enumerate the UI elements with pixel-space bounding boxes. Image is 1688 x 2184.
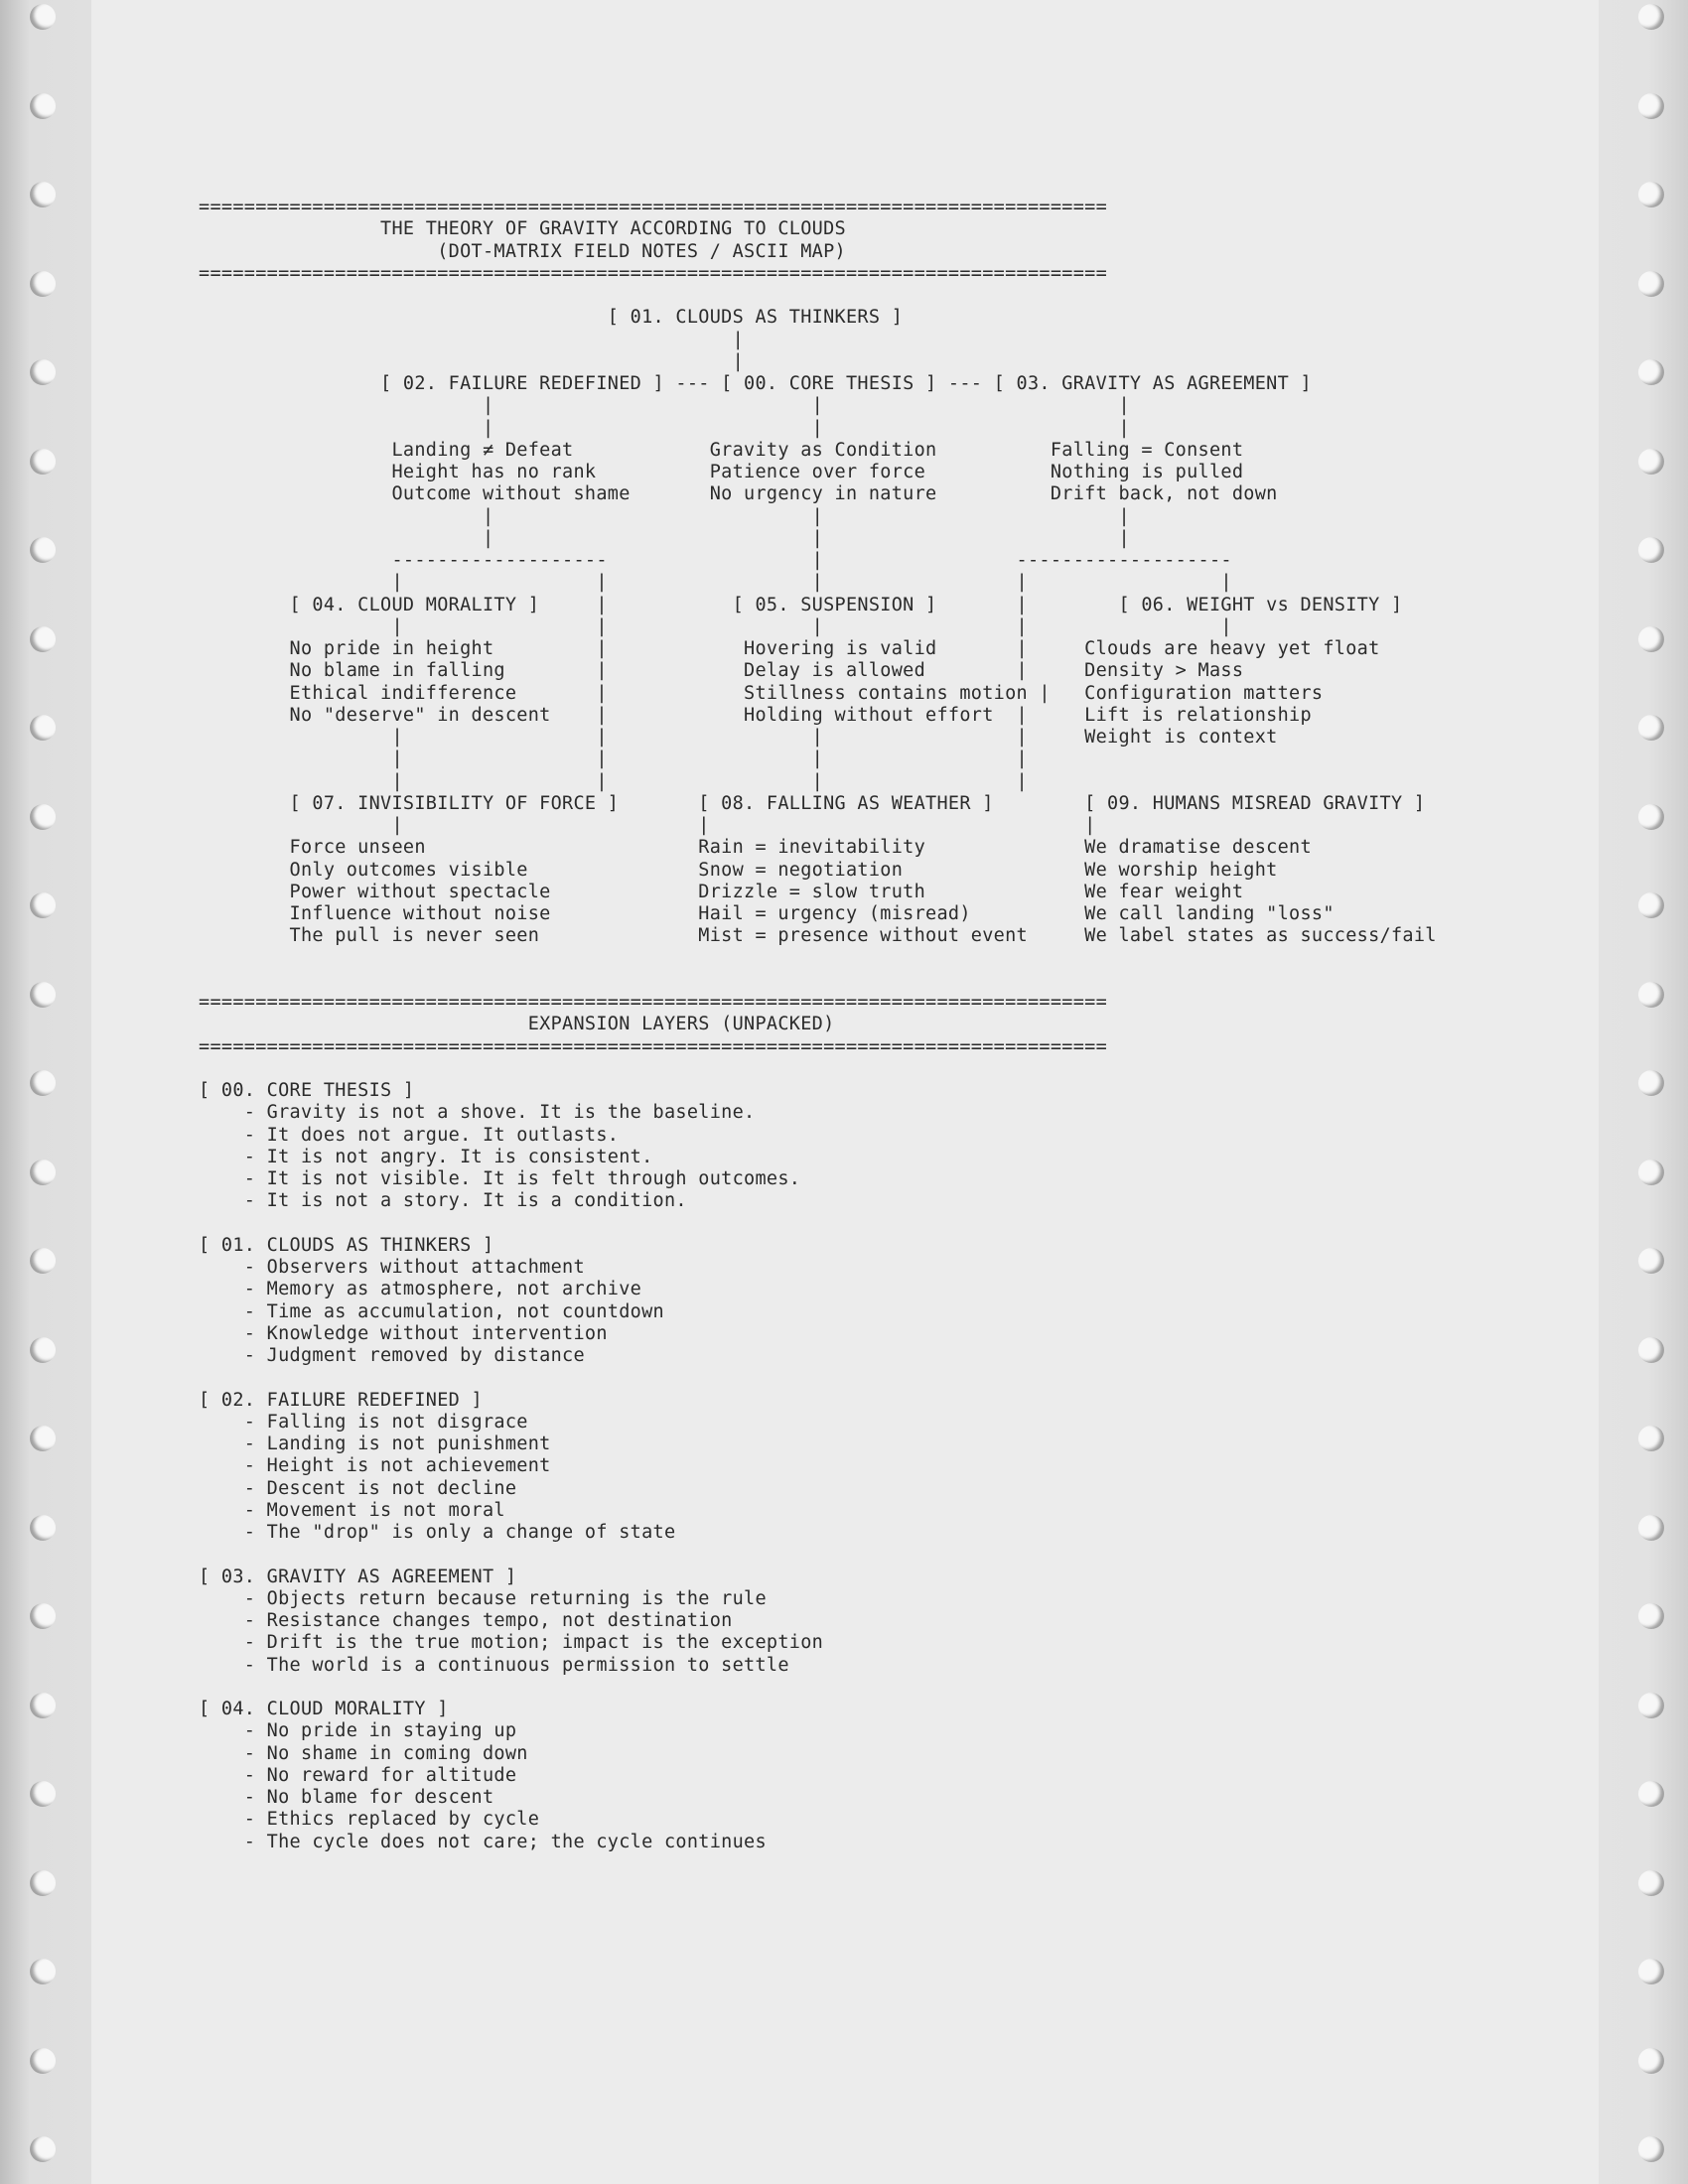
document-line: | | |: [199, 395, 1130, 417]
document-line: No "deserve" in descent | Holding without effort | Lift is relationship: [199, 704, 1312, 726]
document-line: |: [199, 350, 745, 372]
document-line: [199, 948, 1437, 970]
feed-hole: [1638, 1603, 1664, 1629]
feed-hole: [30, 449, 56, 475]
document-line: [199, 970, 1437, 992]
feed-hole: [1638, 1337, 1664, 1363]
feed-hole: [30, 1781, 56, 1807]
feed-hole: [30, 982, 56, 1008]
feed-hole: [1638, 1515, 1664, 1541]
feed-hole: [30, 1337, 56, 1363]
document-line: - It is not a story. It is a condition.: [199, 1190, 687, 1212]
feed-hole: [1638, 1959, 1664, 1984]
document-line: [199, 1677, 1437, 1699]
document-line: |: [199, 329, 745, 350]
feed-hole: [30, 537, 56, 563]
document-line: No blame in falling | Delay is allowed | Density > Mass: [199, 660, 1244, 682]
feed-hole: [30, 1248, 56, 1274]
document-line: ================================================================================: [199, 992, 1108, 1013]
feed-hole: [1638, 1693, 1664, 1718]
document-line: [ 02. FAILURE REDEFINED ]: [199, 1389, 483, 1411]
document-line: - Landing is not punishment: [199, 1433, 551, 1454]
document-line: - Height is not achievement: [199, 1455, 551, 1477]
feed-hole: [30, 715, 56, 741]
feed-hole: [1638, 1248, 1664, 1274]
document-line: Landing ≠ Defeat Gravity as Condition Falling = Consent: [199, 439, 1244, 461]
feed-hole: [30, 1515, 56, 1541]
document-line: EXPANSION LAYERS (UNPACKED): [199, 1014, 835, 1035]
document-line: - Ethics replaced by cycle: [199, 1809, 540, 1831]
feed-hole: [1638, 626, 1664, 652]
feed-hole: [30, 1603, 56, 1629]
feed-hole: [30, 804, 56, 830]
feed-hole: [1638, 1870, 1664, 1896]
feed-hole: [1638, 982, 1664, 1008]
feed-hole: [30, 2136, 56, 2162]
document-line: - The cycle does not care; the cycle continues: [199, 1831, 767, 1852]
document-line: No pride in height | Hovering is valid | Clouds are heavy yet float: [199, 638, 1380, 659]
document-line: [ 00. CORE THESIS ]: [199, 1080, 415, 1101]
document-line: | | | | Weight is context: [199, 727, 1278, 748]
document-line: - Resistance changes tempo, not destination: [199, 1610, 733, 1631]
document-line: [ 01. CLOUDS AS THINKERS ]: [199, 307, 904, 329]
document-line: Only outcomes visible Snow = negotiation We worship height: [199, 859, 1278, 881]
feed-hole: [1638, 892, 1664, 918]
feed-hole: [1638, 449, 1664, 475]
document-line: - Movement is not moral: [199, 1499, 505, 1521]
left-tractor-feed-strip: [0, 0, 92, 2184]
feed-hole: [30, 892, 56, 918]
document-line: - No blame for descent: [199, 1787, 494, 1808]
document-line: - Time as accumulation, not countdown: [199, 1300, 664, 1322]
document-line: [ 04. CLOUD MORALITY ]: [199, 1699, 449, 1719]
feed-hole: [30, 271, 56, 297]
document-line: - Gravity is not a shove. It is the baseline.: [199, 1102, 756, 1124]
feed-hole: [30, 1070, 56, 1096]
document-line: - It is not visible. It is felt through outcomes.: [199, 1168, 801, 1189]
document-line: - Objects return because returning is the rule: [199, 1587, 767, 1609]
document-line: - Descent is not decline: [199, 1477, 517, 1499]
document-line: - It does not argue. It outlasts.: [199, 1124, 620, 1146]
feed-hole: [1638, 1160, 1664, 1185]
document-line: ------------------- | -------------------: [199, 550, 1232, 571]
document-line: Outcome without shame No urgency in nature Drift back, not down: [199, 483, 1278, 505]
feed-hole: [30, 93, 56, 119]
feed-hole: [1638, 271, 1664, 297]
document-line: (DOT-MATRIX FIELD NOTES / ASCII MAP): [199, 240, 846, 262]
document-line: [ 04. CLOUD MORALITY ] | [ 05. SUSPENSION ] | [ 06. WEIGHT vs DENSITY ]: [199, 594, 1403, 615]
document-line: - No pride in staying up: [199, 1720, 517, 1742]
document-line: - The "drop" is only a change of state: [199, 1522, 676, 1543]
feed-hole: [1638, 804, 1664, 830]
feed-hole: [1638, 1426, 1664, 1451]
document-line: - No reward for altitude: [199, 1764, 517, 1786]
document-line: Ethical indifference | Stillness contains motion | Configuration matters: [199, 682, 1324, 704]
document-line: | | |: [199, 505, 1130, 527]
document-line: Force unseen Rain = inevitability We dramatise descent: [199, 837, 1312, 859]
document-line: [ 01. CLOUDS AS THINKERS ]: [199, 1234, 494, 1256]
feed-hole: [30, 1959, 56, 1984]
document-line: | | | | |: [199, 615, 1232, 637]
feed-hole: [30, 182, 56, 207]
document-line: | | |: [199, 417, 1130, 439]
ascii-document-text: [199, 197, 1437, 1853]
right-tractor-feed-strip: [1598, 0, 1688, 2184]
feed-hole: [1638, 537, 1664, 563]
document-line: | | | | |: [199, 572, 1232, 594]
feed-hole: [30, 1426, 56, 1451]
feed-hole: [1638, 2048, 1664, 2074]
document-line: [199, 285, 1437, 307]
document-line: - Falling is not disgrace: [199, 1411, 528, 1433]
document-line: [199, 1544, 1437, 1566]
feed-hole: [1638, 182, 1664, 207]
document-line: - Observers without attachment: [199, 1257, 585, 1278]
feed-hole: [1638, 1781, 1664, 1807]
document-line: Power without spectacle Drizzle = slow truth We fear weight: [199, 881, 1244, 902]
document-line: [ 03. GRAVITY AS AGREEMENT ]: [199, 1566, 517, 1587]
document-line: Height has no rank Patience over force Nothing is pulled: [199, 462, 1244, 482]
document-line: THE THEORY OF GRAVITY ACCORDING TO CLOUDS: [199, 218, 846, 240]
document-line: ================================================================================: [199, 262, 1108, 284]
document-line: - No shame in coming down: [199, 1742, 528, 1764]
feed-hole: [30, 1160, 56, 1185]
document-line: Influence without noise Hail = urgency (misread) We call landing "loss": [199, 903, 1335, 924]
document-line: - Knowledge without intervention: [199, 1322, 608, 1344]
document-line: - The world is a continuous permission to settle: [199, 1654, 789, 1676]
feed-hole: [30, 1693, 56, 1718]
document-line: ================================================================================: [199, 1035, 1108, 1057]
document-line: [199, 1367, 1437, 1389]
feed-hole: [1638, 4, 1664, 30]
document-line: | | |: [199, 527, 1130, 549]
feed-hole: [1638, 2136, 1664, 2162]
feed-hole: [1638, 93, 1664, 119]
feed-hole: [30, 359, 56, 385]
feed-hole: [30, 2048, 56, 2074]
feed-hole: [30, 1870, 56, 1896]
document-line: | | | |: [199, 770, 1028, 792]
document-line: ================================================================================: [199, 197, 1108, 217]
feed-hole: [30, 626, 56, 652]
document-line: - Judgment removed by distance: [199, 1345, 585, 1366]
document-line: - Memory as atmosphere, not archive: [199, 1279, 642, 1300]
feed-hole: [1638, 715, 1664, 741]
feed-hole: [1638, 1070, 1664, 1096]
document-line: - Drift is the true motion; impact is the exception: [199, 1632, 824, 1654]
document-line: The pull is never seen Mist = presence without event We label states as success/fail: [199, 925, 1437, 947]
document-line: [199, 1213, 1437, 1235]
document-line: [199, 1058, 1437, 1080]
printout-page: [91, 0, 1599, 2184]
document-line: - It is not angry. It is consistent.: [199, 1146, 653, 1167]
document-line: [ 07. INVISIBILITY OF FORCE ] [ 08. FALLING AS WEATHER ] [ 09. HUMANS MISREAD GRAVITY ]: [199, 792, 1426, 814]
document-line: | | | |: [199, 749, 1028, 770]
document-line: | | |: [199, 815, 1096, 836]
document-line: [ 02. FAILURE REDEFINED ] --- [ 00. CORE THESIS ] --- [ 03. GRAVITY AS AGREEMENT ]: [199, 373, 1312, 394]
feed-hole: [1638, 359, 1664, 385]
feed-hole: [30, 4, 56, 30]
